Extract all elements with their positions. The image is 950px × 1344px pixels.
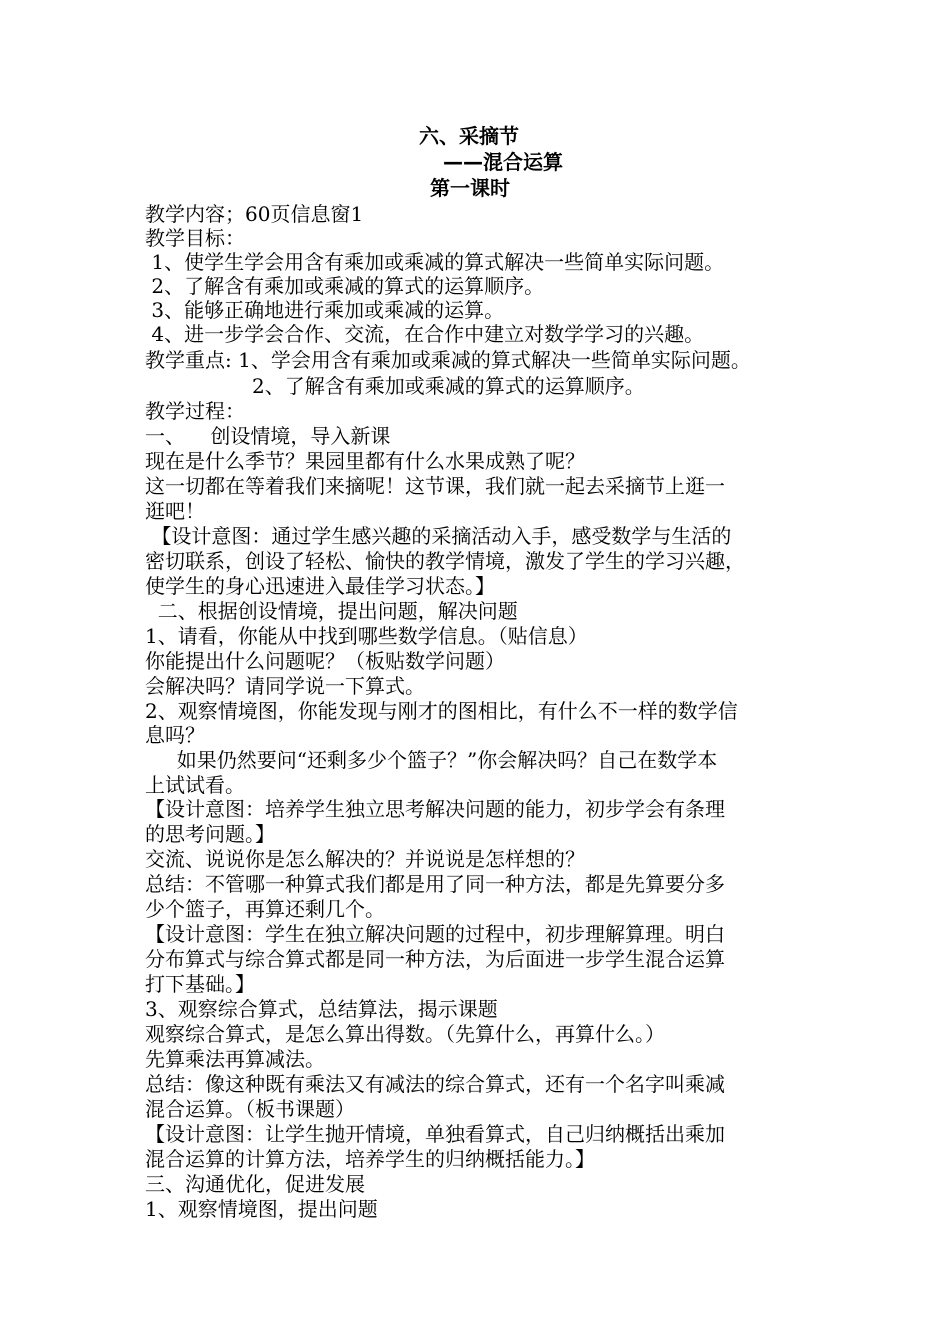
- body-line: 总结：不管哪一种算式我们都是用了同一种方法，都是先算要分多: [145, 872, 725, 896]
- document-title: 六、采摘节: [419, 124, 519, 148]
- body-line: 混合运算的计算方法，培养学生的归纳概括能力。】: [145, 1147, 595, 1171]
- body-line: 分布算式与综合算式都是同一种方法，为后面进一步学生混合运算: [145, 947, 725, 971]
- body-line: 【设计意图：通过学生感兴趣的采摘活动入手，感受数学与生活的: [145, 524, 732, 548]
- document-subtitle: ——混合运算: [443, 150, 563, 174]
- body-line: 1、使学生学会用含有乘加或乘减的算式解决一些简单实际问题。: [145, 250, 725, 274]
- body-line: 一、 创设情境，导入新课: [145, 424, 391, 448]
- body-line: 3、观察综合算式，总结算法，揭示课题: [145, 997, 498, 1021]
- body-line: 如果仍然要问“还剩多少个篮子？”你会解决吗？自己在数学本: [145, 748, 718, 772]
- body-line: 1、观察情境图，提出问题: [145, 1197, 378, 1221]
- body-line: 2、了解含有乘加或乘减的算式的运算顺序。: [145, 274, 545, 298]
- body-line: 3、能够正确地进行乘加或乘减的运算。: [145, 298, 505, 322]
- body-line: 现在是什么季节？果园里都有什么水果成熟了呢？: [145, 449, 585, 473]
- body-line: 这一切都在等着我们来摘呢！这节课，我们就一起去采摘节上逛一: [145, 474, 725, 498]
- body-line: 教学内容；60页信息窗1: [145, 202, 364, 226]
- body-line: 总结：像这种既有乘法又有减法的综合算式，还有一个名字叫乘减: [145, 1072, 725, 1096]
- body-line: 的思考问题。】: [145, 822, 275, 846]
- body-line: 观察综合算式，是怎么算出得数。（先算什么，再算什么。）: [145, 1022, 665, 1046]
- body-line: 交流、说说你是怎么解决的？并说说是怎样想的？: [145, 847, 585, 871]
- body-line: 逛吧！: [145, 499, 205, 523]
- body-line: 密切联系，创设了轻松、愉快的教学情境，激发了学生的学习兴趣，: [145, 549, 745, 573]
- body-line: 1、请看，你能从中找到哪些数学信息。（贴信息）: [145, 624, 588, 648]
- body-line: 教学目标：: [145, 226, 245, 250]
- body-line: 二、根据创设情境，提出问题，解决问题: [145, 599, 518, 623]
- body-line: 会解决吗？请同学说一下算式。: [145, 674, 425, 698]
- body-line: 上试试看。: [145, 773, 245, 797]
- body-line: 打下基础。】: [145, 972, 255, 996]
- body-line: 息吗？: [145, 723, 205, 747]
- body-line: 你能提出什么问题呢？（板贴数学问题）: [145, 649, 505, 673]
- body-line: 【设计意图：让学生抛开情境，单独看算式，自己归纳概括出乘加: [145, 1122, 725, 1146]
- body-line: 2、观察情境图，你能发现与刚才的图相比，有什么不一样的数学信: [145, 699, 738, 723]
- body-line: 教学重点: 1、学会用含有乘加或乘减的算式解决一些简单实际问题。: [145, 348, 751, 372]
- body-line: 使学生的身心迅速进入最佳学习状态。】: [145, 574, 495, 598]
- body-line: 2、了解含有乘加或乘减的算式的运算顺序。: [252, 374, 645, 398]
- body-line: 混合运算。（板书课题）: [145, 1097, 355, 1121]
- body-line: 教学过程：: [145, 399, 245, 423]
- body-line: 三、沟通优化，促进发展: [145, 1172, 365, 1196]
- body-line: 先算乘法再算减法。: [145, 1047, 325, 1071]
- body-line: 【设计意图：培养学生独立思考解决问题的能力，初步学会有条理: [145, 797, 725, 821]
- body-line: 少个篮子，再算还剩几个。: [145, 897, 385, 921]
- lesson-heading: 第一课时: [430, 176, 510, 200]
- body-line: 【设计意图：学生在独立解决问题的过程中，初步理解算理。明白: [145, 922, 725, 946]
- body-line: 4、进一步学会合作、交流，在合作中建立对数学学习的兴趣。: [145, 322, 705, 346]
